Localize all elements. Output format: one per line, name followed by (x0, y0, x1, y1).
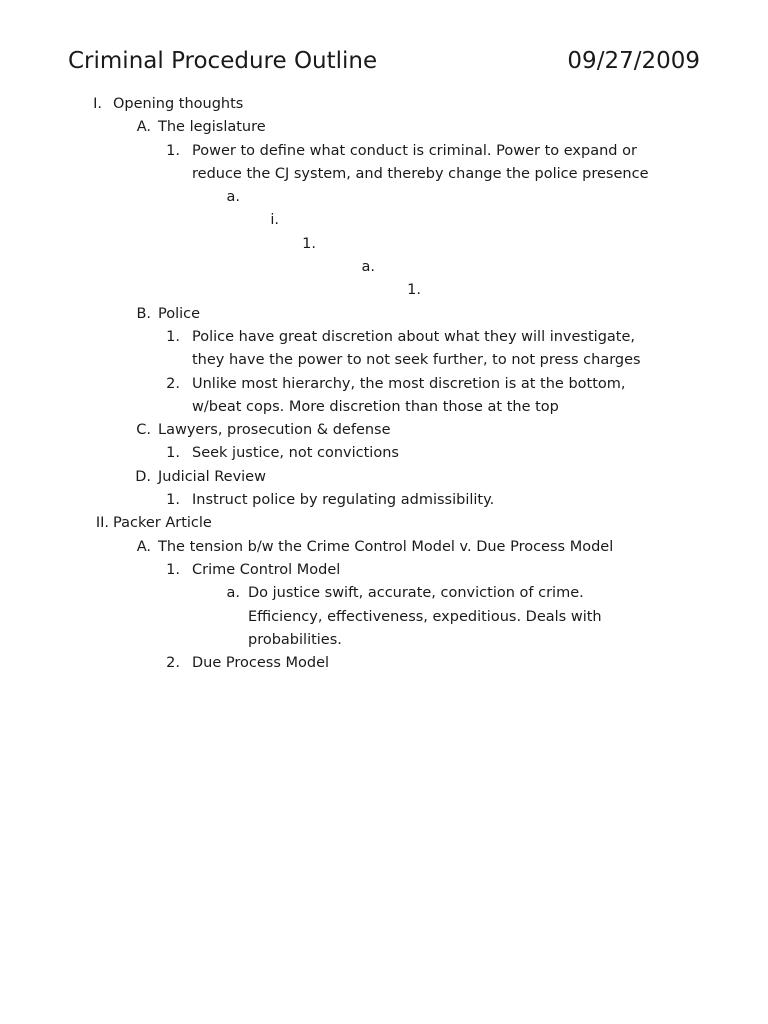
page-date: 09/27/2009 (567, 48, 700, 74)
outline-row (0, 606, 768, 629)
outline-row (0, 559, 768, 582)
outline-text: w/beat cops. More discretion than those at the top (192, 398, 559, 415)
outline-row (0, 233, 768, 256)
outline-text: The tension b/w the Crime Control Model v. Due Process Model (158, 538, 614, 555)
outline-text: Police have great discretion about what they will investigate, (192, 328, 636, 345)
outline-row (0, 256, 768, 279)
outline-text: Unlike most hierarchy, the most discretion is at the bottom, (192, 375, 626, 392)
outline-marker: 1. (166, 492, 180, 509)
outline-row (0, 629, 768, 652)
outline-text: Judicial Review (158, 468, 266, 485)
outline-marker: II. (95, 515, 109, 532)
outline-marker: a. (361, 259, 375, 276)
outline-row (0, 582, 768, 605)
outline-marker: C. (136, 422, 151, 439)
outline-row (0, 116, 768, 139)
outline-text: reduce the CJ system, and thereby change the police presence (192, 165, 649, 182)
outline-text: Packer Article (113, 515, 212, 532)
outline-marker: 1. (302, 235, 316, 252)
outline-text: Seek justice, not convictions (192, 445, 399, 462)
outline-marker: A. (136, 119, 151, 136)
outline-row (0, 373, 768, 396)
outline-text: they have the power to not seek further, to not press charges (192, 352, 641, 369)
outline-text: Opening thoughts (113, 96, 244, 112)
outline-row (0, 349, 768, 372)
outline-text: Due Process Model (192, 655, 330, 672)
outline-row (0, 209, 768, 232)
outline-text: Efficiency, effectiveness, expeditious. Deals with (248, 608, 602, 625)
outline-marker: 1. (166, 445, 180, 462)
outline-row (0, 326, 768, 349)
outline-marker: i. (270, 212, 279, 229)
page-title: Criminal Procedure Outline (68, 48, 378, 74)
outline-text: Lawyers, prosecution & defense (158, 422, 391, 439)
outline-text: Instruct police by regulating admissibility. (192, 492, 495, 509)
outline-text: probabilities. (248, 631, 342, 648)
outline (0, 93, 768, 675)
outline-row (0, 279, 768, 302)
outline-marker: I. (93, 96, 102, 112)
outline-marker: 1. (407, 282, 421, 299)
outline-row (0, 536, 768, 559)
outline-row (0, 93, 768, 116)
outline-text: The legislature (158, 119, 266, 136)
outline-row (0, 489, 768, 512)
outline-row (0, 512, 768, 535)
outline-marker: A. (136, 538, 151, 555)
outline-marker: 1. (166, 561, 180, 578)
outline-marker: a. (226, 189, 240, 206)
outline-marker: 2. (166, 375, 180, 392)
outline-row (0, 442, 768, 465)
outline-text: Power to define what conduct is criminal. Power to expand or (192, 142, 637, 159)
outline-row (0, 419, 768, 442)
outline-marker: B. (136, 305, 151, 322)
outline-row (0, 652, 768, 675)
outline-row (0, 396, 768, 419)
outline-text: Police (158, 305, 201, 322)
outline-marker: D. (135, 468, 151, 485)
outline-marker: 1. (166, 328, 180, 345)
outline-row (0, 303, 768, 326)
outline-row (0, 186, 768, 209)
outline-row (0, 140, 768, 163)
outline-row (0, 466, 768, 489)
outline-text: Do justice swift, accurate, conviction of crime. (248, 585, 584, 602)
outline-marker: a. (226, 585, 240, 602)
outline-marker: 2. (166, 655, 180, 672)
outline-marker: 1. (166, 142, 180, 159)
outline-text: Crime Control Model (192, 561, 341, 578)
outline-row (0, 163, 768, 186)
